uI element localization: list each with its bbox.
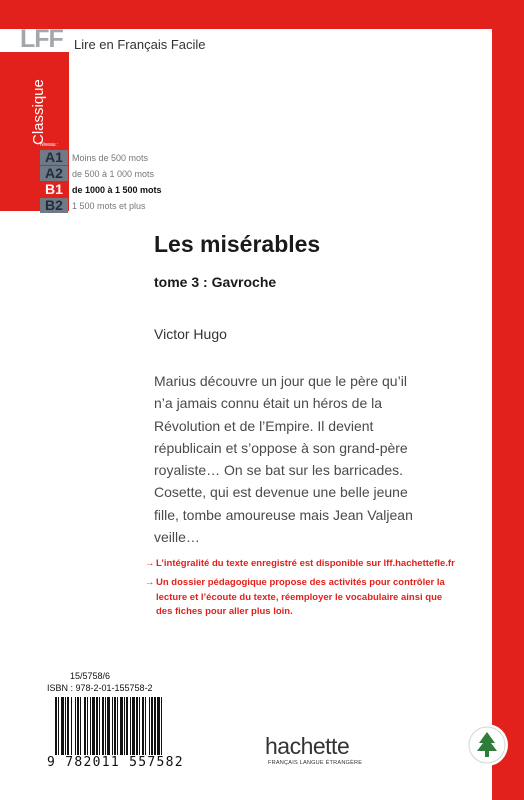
level-code-a2: A2 bbox=[40, 166, 68, 181]
isbn: ISBN : 978-2-01-155758-2 bbox=[47, 683, 153, 693]
arrow-icon: → bbox=[145, 576, 155, 588]
level-description-b2: 1 500 mots et plus bbox=[72, 201, 146, 211]
series-name: Lire en Français Facile bbox=[74, 37, 206, 52]
book-subtitle: tome 3 : Gavroche bbox=[154, 274, 277, 290]
level-code-b1: B1 bbox=[40, 182, 68, 197]
level-description-a2: de 500 à 1 000 mots bbox=[72, 169, 155, 179]
collection-label: Classique bbox=[30, 79, 47, 145]
level-label: Niveau : bbox=[40, 142, 59, 148]
tree-icon bbox=[466, 724, 508, 766]
barcode-reference: 15/5758/6 bbox=[70, 671, 111, 681]
lff-logo: LFF bbox=[20, 25, 63, 53]
book-title: Les misérables bbox=[154, 231, 321, 257]
top-red-band bbox=[0, 0, 492, 29]
note-text: L’intégralité du texte enregistré est disponible sur lff.hachettefle.fr bbox=[156, 558, 455, 569]
publisher-tagline: FRANÇAIS LANGUE ÉTRANGÈRE bbox=[268, 760, 363, 766]
barcode-digits: 9 782011 557582 bbox=[47, 755, 184, 770]
note-text: Un dossier pédagogique propose des activités pour contrôler la lecture et l’écoute du texte, réemployer le vocabulaire ainsi que des fiches pour aller plus loin. bbox=[156, 576, 445, 618]
level-code-a1: A1 bbox=[40, 150, 68, 165]
right-red-band bbox=[492, 0, 524, 800]
note-audio bbox=[145, 557, 455, 572]
notes-section bbox=[145, 557, 455, 624]
author-name: Victor Hugo bbox=[154, 326, 227, 342]
barcode-graphic bbox=[53, 697, 179, 755]
note-pedagogical bbox=[145, 576, 455, 620]
level-description-a1: Moins de 500 mots bbox=[72, 153, 149, 163]
arrow-icon: → bbox=[145, 558, 155, 569]
level-description-b1: de 1000 à 1 500 mots bbox=[72, 185, 162, 195]
book-summary: Marius découvre un jour que le père qu’il n’a jamais connu était un héros de la Révolution et de l’Empire. Il devient républicain et s’oppose à son grand-père royaliste… On se bat sur les barricades. Cosette, qui est devenue une belle jeune fille, tombe amoureuse mais Jean Valjean veille… bbox=[154, 373, 413, 546]
level-code-b2: B2 bbox=[40, 198, 68, 213]
publisher-name: hachette bbox=[265, 733, 350, 759]
